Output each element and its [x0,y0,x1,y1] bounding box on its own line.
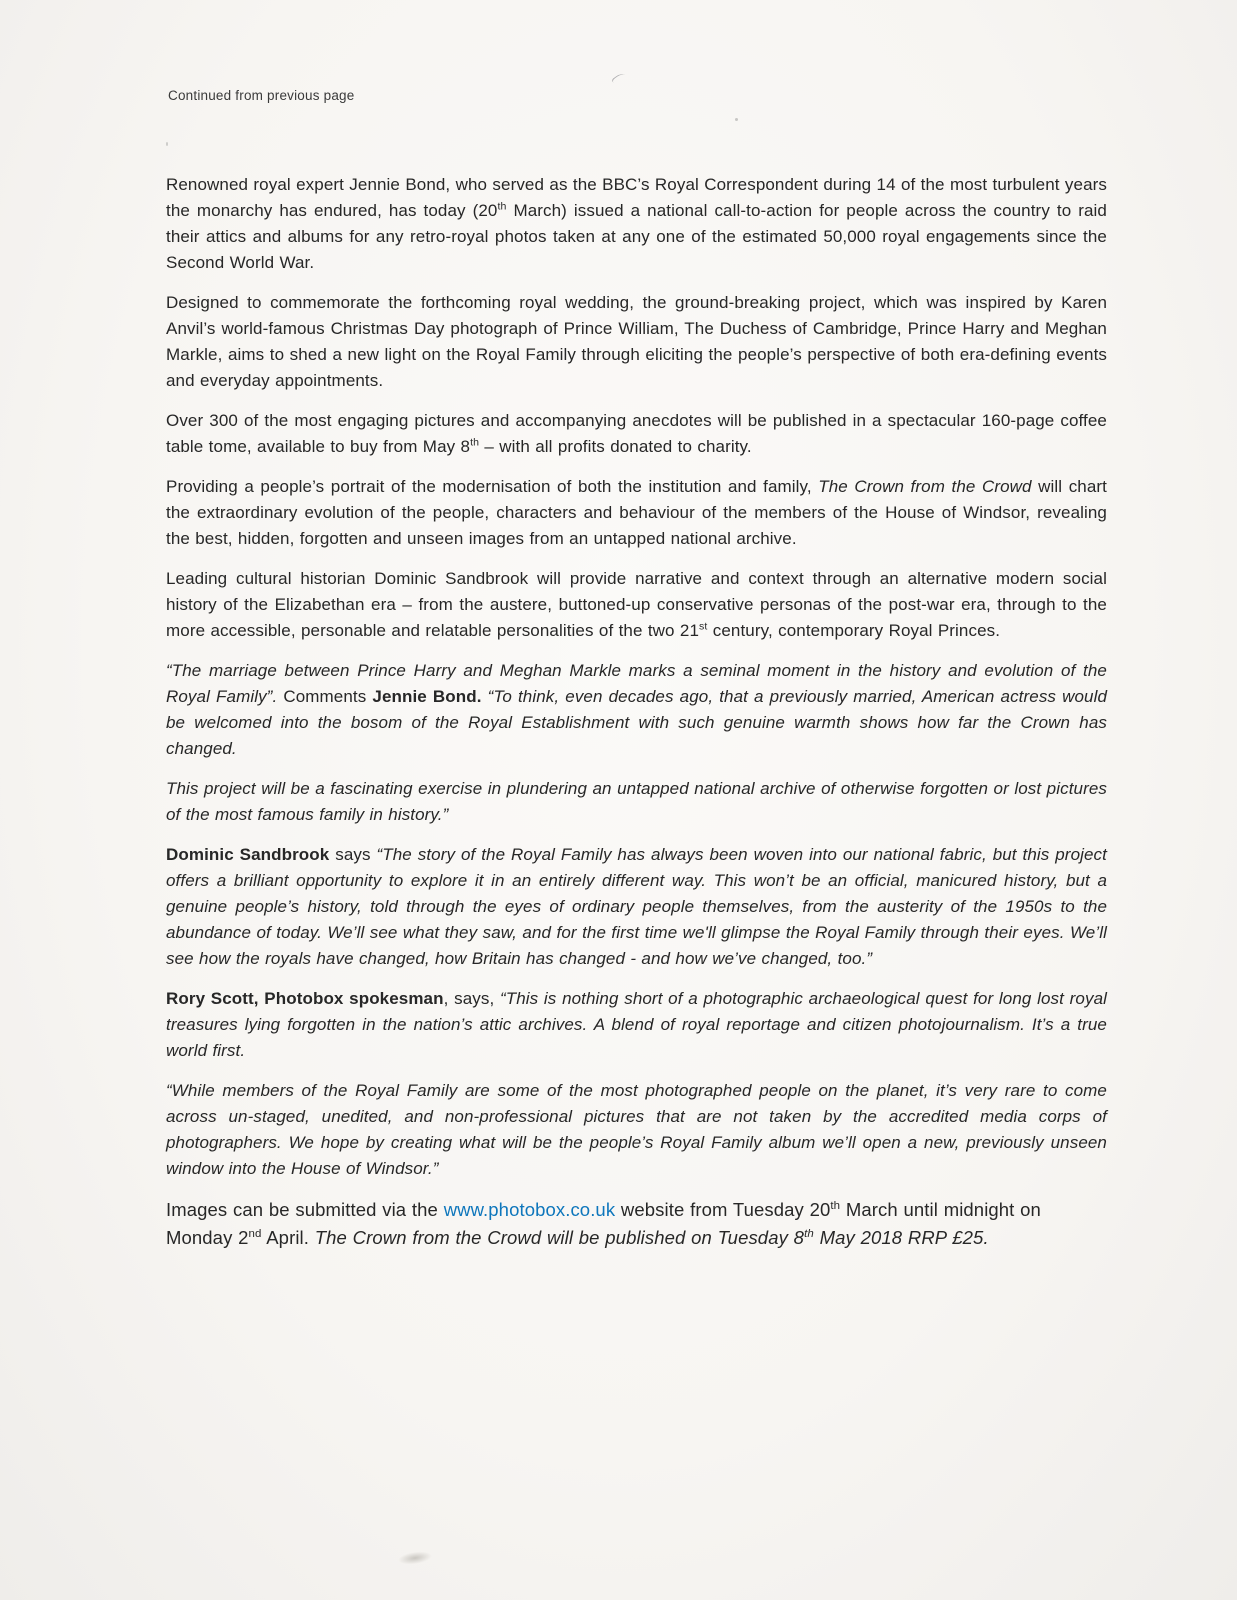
text-run: , says, [443,989,500,1008]
text-run: Renowned royal expert Jennie Bond, who served as the BBC’s Royal Correspondent during 14 of the most turbulent years the monarchy has endured, has today (20 [166,175,1107,220]
ordinal-superscript: th [804,1227,814,1240]
text-run: century, contemporary Royal Princes. [707,621,1001,640]
paragraph [166,172,1107,276]
text-run: May 2018 RRP £25. [813,1227,989,1248]
paragraph [166,842,1107,972]
paragraph [166,474,1107,552]
scan-artifact-smudge [397,1550,432,1567]
text-run: – with all profits donated to charity. [479,437,752,456]
text-run: “While members of the Royal Family are some of the most photographed people on the planet, it’s very rare to come across un-staged, unedited, and non-professional pictures that are not taken by the accredited media corps of photographers. We hope by creating what will be the people’s Royal Family album we’ll open a new, previously unseen window into the House of Windsor.” [166,1081,1107,1178]
paragraph [166,1196,1107,1252]
text-run: April. [261,1227,315,1248]
scan-artifact-dot [166,142,168,146]
text-run: Rory Scott, Photobox spokesman [166,989,444,1008]
text-run: “The story of the Royal Family has always been woven into our national fabric, but this project offers a brilliant opportunity to explore it in an entirely different way. This won’t be an official, manicured history, but a genuine people’s history, told through the eyes of ordinary people themselves, from the austerity of the 1950s to the abundance of today. We’ll see what they saw, and for the first time we'll glimpse the Royal Family through their eyes. We’ll see how the royals have changed, how Britain has changed - and how we’ve changed, too.” [166,845,1107,968]
text-run: March until midnight on Monday 2 [166,1199,1041,1248]
text-run: The Crown from the Crowd will be published on Tuesday 8 [314,1227,805,1248]
text-run: This project will be a fascinating exercise in plundering an untapped national archive of otherwise forgotten or lost pictures of the most famous family in history.” [166,779,1107,824]
photobox-url: www.photobox.co.uk [443,1199,616,1220]
ordinal-superscript: th [497,200,507,213]
text-run: “The marriage between Prince Harry and Meghan Markle marks a seminal moment in the history and evolution of the Royal Family”. [166,661,1107,706]
text-run: Dominic Sandbrook [166,845,330,864]
text-run: Leading cultural historian Dominic Sandbrook will provide narrative and context through an alternative modern social history of the Elizabethan era – from the austere, buttoned-up conservative personas of the post-war era, through to the more accessible, personable and relatable personalities of the two 21 [166,569,1107,640]
text-run: Comments [277,687,373,706]
text-run: The Crown from the Crowd [818,477,1032,496]
continued-from-previous-page-note: Continued from previous page [168,88,355,103]
text-run: Designed to commemorate the forthcoming royal wedding, the ground-breaking project, which was inspired by Karen Anvil’s world-famous Christmas Day photograph of Prince William, The Duchess of Cambridge, Prince Harry and Meghan Markle, aims to shed a new light on the Royal Family through eliciting the people’s perspective of both era-defining events and everyday appointments. [166,293,1107,390]
text-run: Providing a people’s portrait of the modernisation of both the institution and family, [166,477,819,496]
text-run: “To think, even decades ago, that a previously married, American actress would be welcomed into the bosom of the Royal Establishment with such genuine warmth shows how far the Crown has changed. [166,687,1108,758]
ordinal-superscript: st [699,620,708,633]
paragraph [166,986,1107,1064]
ordinal-superscript: th [470,436,480,449]
scan-artifact-dot [735,118,738,121]
text-run: will chart the extraordinary evolution of the people, characters and behaviour of the members of the House of Windsor, revealing the best, hidden, forgotten and unseen images from an untapped national archive. [166,477,1107,548]
paragraph [166,566,1107,644]
paragraph [166,1078,1107,1182]
text-run: “This is nothing short of a photographic archaeological quest for long lost royal treasures lying forgotten in the nation’s attic archives. A blend of royal reportage and citizen photojournalism. It’s a true world first. [166,989,1108,1060]
text-run: Jennie Bond. [372,687,482,706]
text-run: March) issued a national call-to-action for people across the country to raid their attics and albums for any retro-royal photos taken at any one of the estimated 50,000 royal engagements since the Second World War. [166,201,1107,272]
paragraph [166,776,1107,828]
text-run: says [329,845,377,864]
text-run: Images can be submitted via the [166,1199,444,1220]
text-run: website from Tuesday 20 [615,1199,831,1220]
document-body [166,172,1107,1266]
ordinal-superscript: th [830,1199,841,1212]
scan-artifact-pencil-mark [610,73,633,86]
paragraph [166,408,1107,460]
text-run: Over 300 of the most engaging pictures and accompanying anecdotes will be published in a spectacular 160-page coffee table tome, available to buy from May 8 [166,411,1107,456]
paragraph [166,658,1107,762]
ordinal-superscript: nd [248,1227,262,1240]
paragraph [166,290,1107,394]
